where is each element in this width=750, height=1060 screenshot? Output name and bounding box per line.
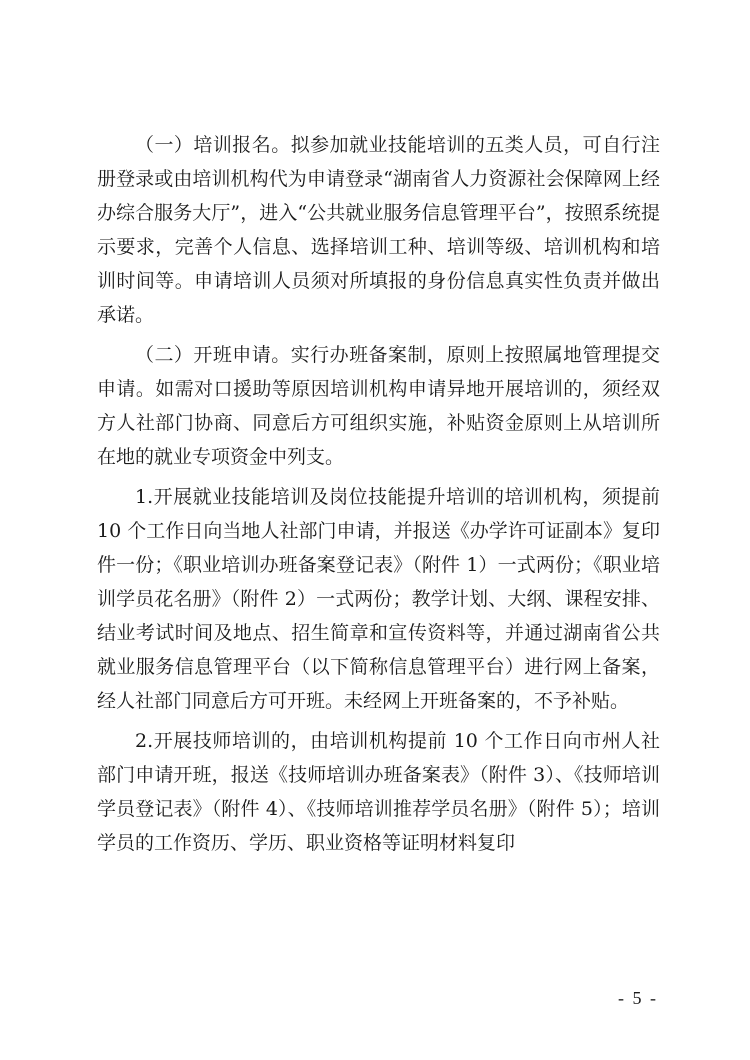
- paragraph-item-2-technician-training: 2.开展技师培训的，由培训机构提前 10 个工作日向市州人社部门申请开班，报送《技师培训办班备案表》（附件 3）、《技师培训学员登记表》（附件 4）、《技师培训推荐学员名册》（附件 5）；培训学员的工作资历、学历、职业资格等证明材料复印: [97, 730, 660, 854]
- paragraph-item-1-skills-training: 1.开展就业技能培训及岗位技能提升培训的培训机构，须提前 10 个工作日向当地人社部门申请，并报送《办学许可证副本》复印件一份；《职业培训办班备案登记表》（附件 1）一式两份；《职业培训学员花名册》（附件 2）一式两份；教学计划、大纲、课程安排、结业考试时间及地点、招生简章和宣传资料等，并通过湖南省公共就业服务信息管理平台（以下简称信息管理平台）进行网上备案，经人社部门同意后方可开班。未经网上开班备案的，不予补贴。: [97, 486, 660, 712]
- paragraph-training-registration: （一）培训报名。拟参加就业技能培训的五类人员，可自行注册登录或由培训机构代为申请登录“湖南省人力资源社会保障网上经办综合服务大厅”，进入“公共就业服务信息管理平台”，按照系统提示要求，完善个人信息、选择培训工种、培训等级、培训机构和培训时间等。申请培训人员须对所填报的身份信息真实性负责并做出承诺。: [97, 134, 660, 326]
- document-body: [97, 128, 660, 864]
- page-number: - 5 -: [618, 988, 658, 1008]
- paragraph-class-application: （二）开班申请。实行办班备案制，原则上按照属地管理提交申请。如需对口援助等原因培训机构申请异地开展培训的，须经双方人社部门协商、同意后方可组织实施，补贴资金原则上从培训所在地的就业专项资金中列支。: [97, 344, 660, 468]
